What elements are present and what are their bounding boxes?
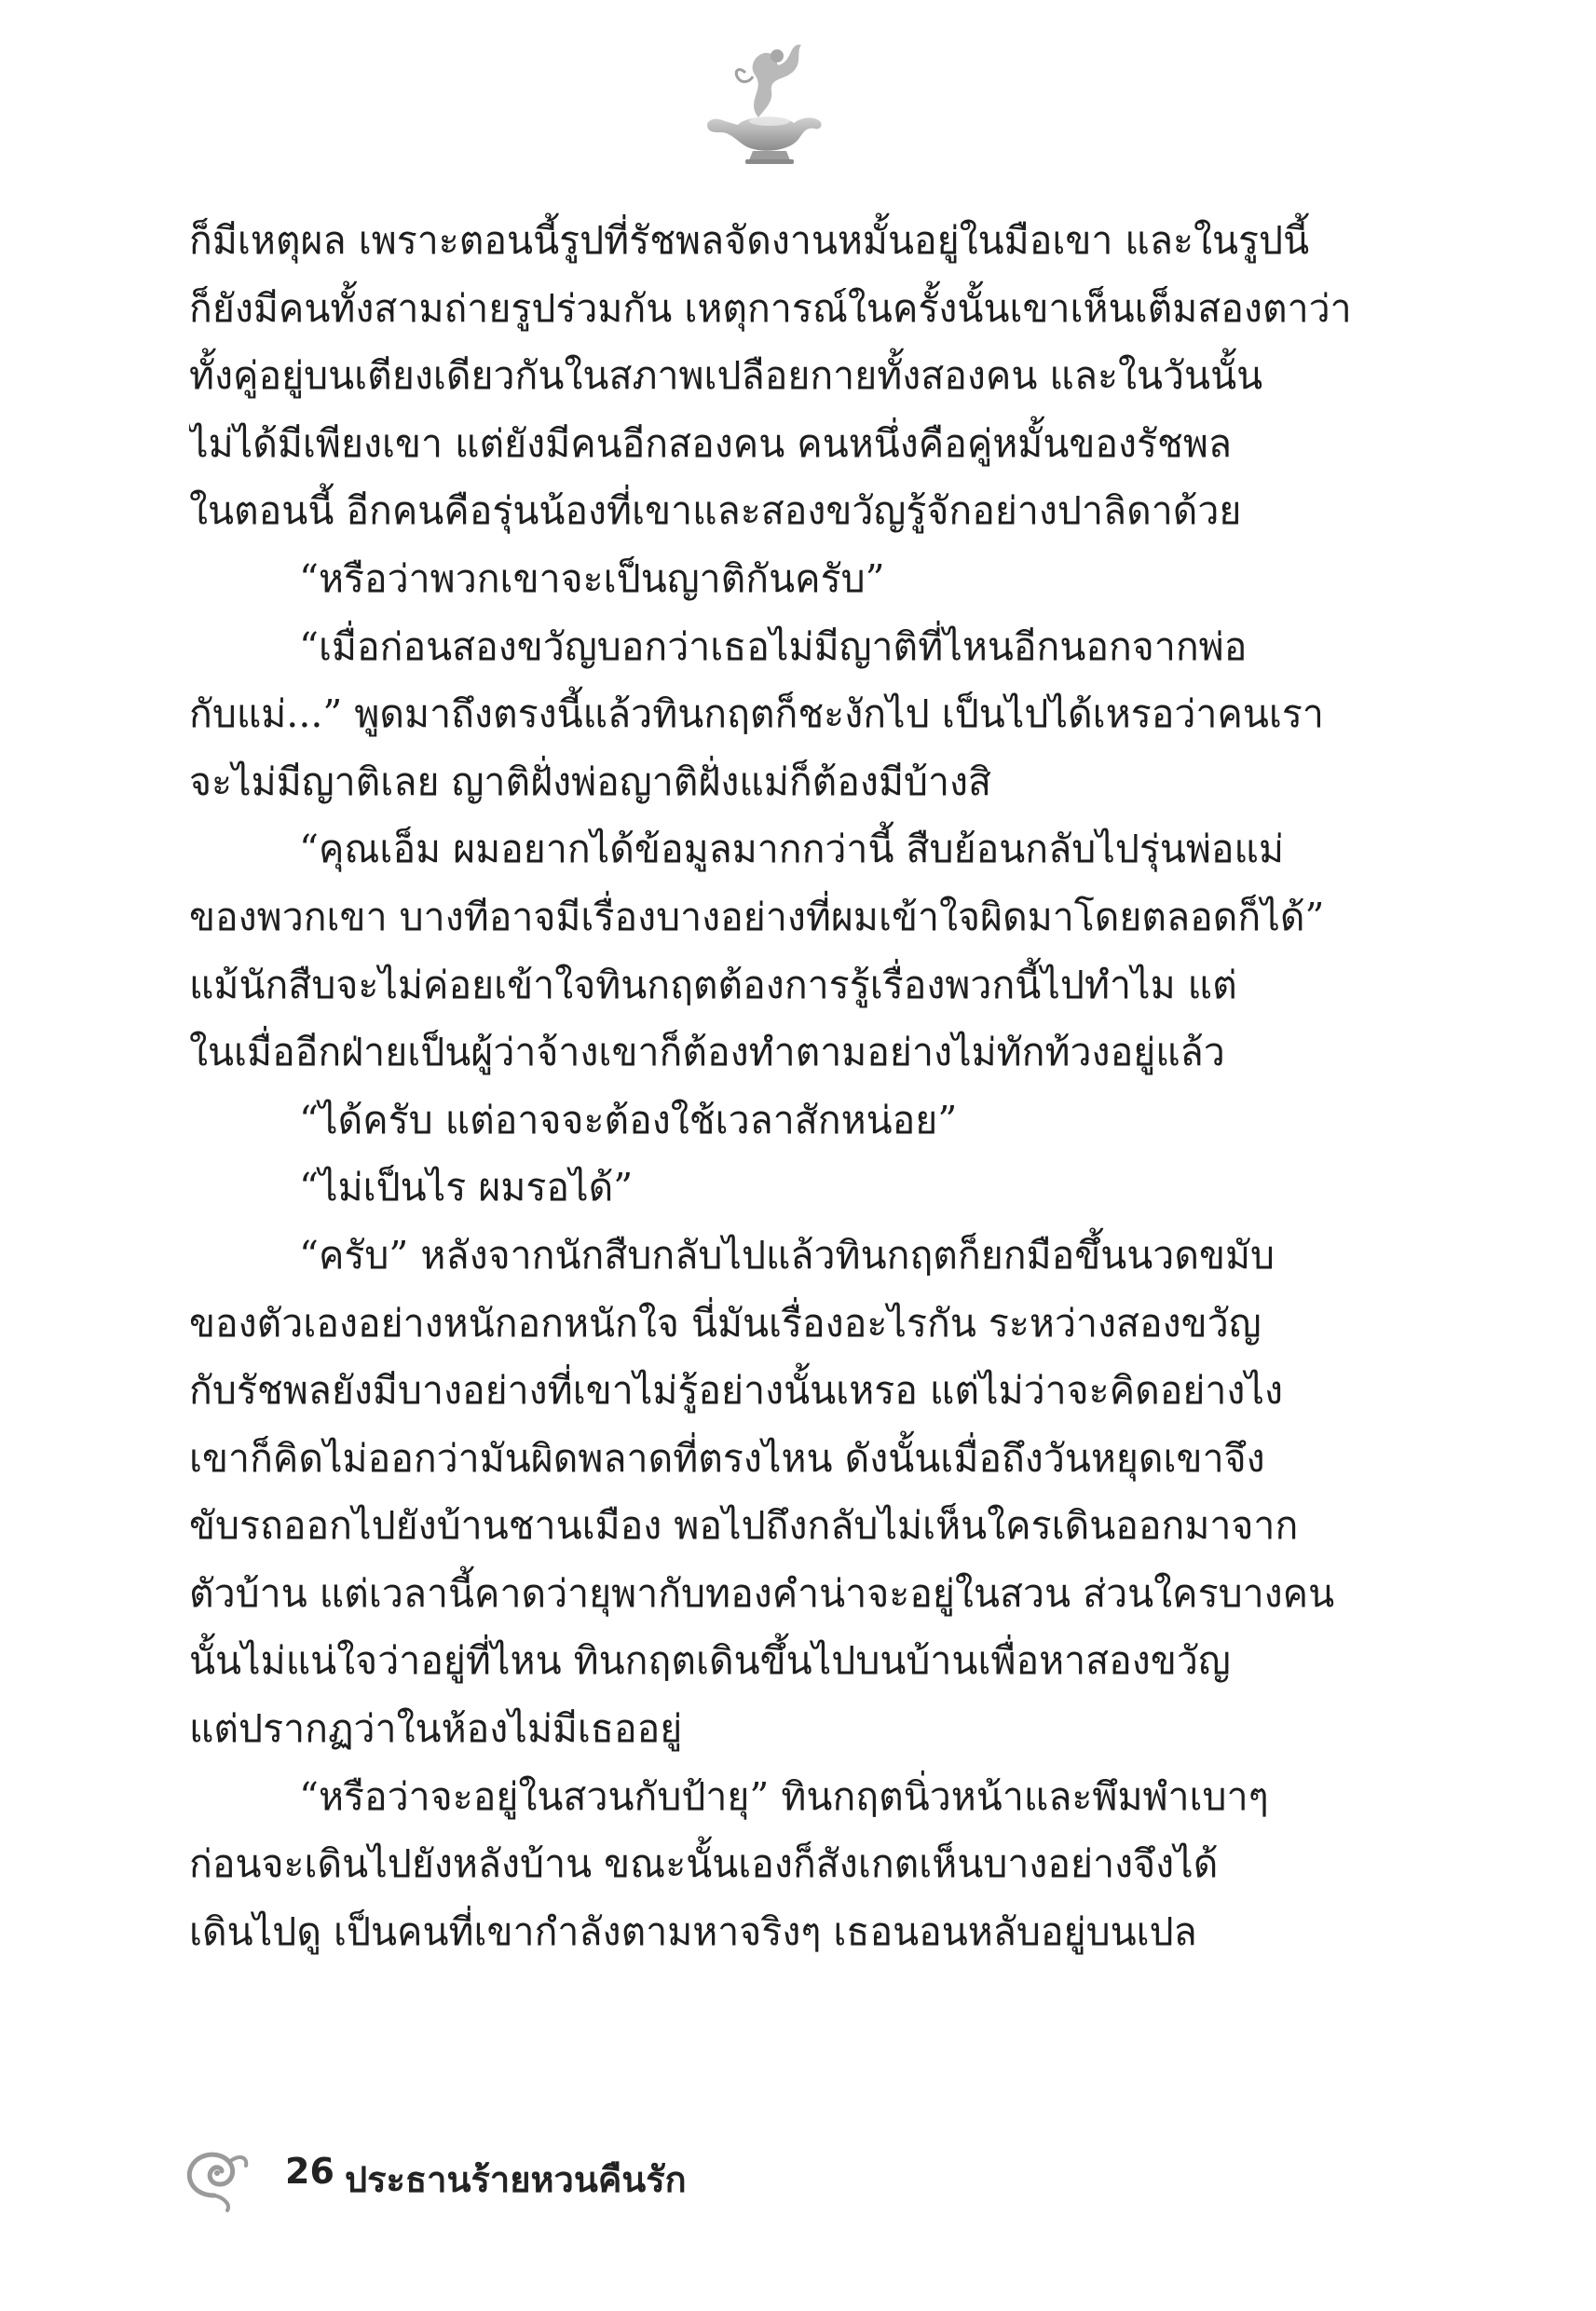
text-line: ของพวกเขา บางทีอาจมีเรื่องบางอย่างที่ผมเข้าใจผิดมาโดยตลอดก็ได้”	[189, 894, 1325, 939]
text-line: กับแม่...” พูดมาถึงตรงนี้แล้วทินกฤตก็ชะงักไป เป็นไปได้เหรอว่าคนเรา	[189, 691, 1324, 737]
text-line: ก็ยังมีคนทั้งสามถ่ายรูปร่วมกัน เหตุการณ์ในครั้งนั้นเขาเห็นเต็มสองตาว่า	[189, 285, 1352, 331]
body-text	[189, 207, 1410, 1965]
text-line: “คุณเอ็ม ผมอยากได้ข้อมูลมากกว่านี้ สืบย้อนกลับไปรุ่นพ่อแม่	[299, 827, 1285, 872]
text-line: “ได้ครับ แต่อาจจะต้องใช้เวลาสักหน่อย”	[299, 1097, 958, 1142]
text-line: ก็มีเหตุผล เพราะตอนนี้รูปที่รัชพลจัดงานหมั้นอยู่ในมือเขา และในรูปนี้	[189, 218, 1310, 263]
text-line: เขาก็คิดไม่ออกว่ามันผิดพลาดที่ตรงไหน ดังนั้นเมื่อถึงวันหยุดเขาจึง	[189, 1435, 1265, 1481]
text-line: ไม่ได้มีเพียงเขา แต่ยังมีคนอีกสองคน คนหนึ่งคือคู่หมั้นของรัชพล	[189, 420, 1233, 466]
text-line: ก่อนจะเดินไปยังหลังบ้าน ขณะนั้นเองก็สังเกตเห็นบางอย่างจึงได้	[189, 1841, 1219, 1887]
text-line: “ครับ” หลังจากนักสืบกลับไปแล้วทินกฤตก็ยกมือขึ้นนวดขมับ	[299, 1232, 1275, 1278]
text-line: แต่ปรากฏว่าในห้องไม่มีเธออยู่	[189, 1706, 683, 1752]
text-line: “หรือว่าพวกเขาจะเป็นญาติกันครับ”	[299, 555, 885, 601]
genie-lamp-icon	[680, 35, 839, 171]
text-line: นั้นไม่แน่ใจว่าอยู่ที่ไหน ทินกฤตเดินขึ้นไปบนบ้านเพื่อหาสองขวัญ	[189, 1638, 1231, 1684]
text-line: ในตอนนี้ อีกคนคือรุ่นน้องที่เขาและสองขวัญรู้จักอย่างปาลิดาด้วย	[189, 488, 1242, 534]
text-line: ในเมื่ออีกฝ่ายเป็นผู้ว่าจ้างเขาก็ต้องทำตามอย่างไม่ทักท้วงอยู่แล้ว	[189, 1030, 1225, 1075]
text-line: ทั้งคู่อยู่บนเตียงเดียวกันในสภาพเปลือยกายทั้งสองคน และในวันนั้น	[189, 353, 1263, 399]
text-line: ของตัวเองอย่างหนักอกหนักใจ นี่มันเรื่องอะไรกัน ระหว่างสองขวัญ	[189, 1300, 1262, 1346]
text-line: “ไม่เป็นไร ผมรอได้”	[299, 1165, 634, 1210]
text-line: แม้นักสืบจะไม่ค่อยเข้าใจทินกฤตต้องการรู้เรื่องพวกนี้ไปทำไม แต่	[189, 962, 1237, 1007]
page-footer	[177, 2134, 1016, 2218]
text-line: “หรือว่าจะอยู่ในสวนกับป้ายุ” ทินกฤตนิ่วหน้าและพึมพำเบาๆ	[299, 1773, 1269, 1819]
swirl-ornament-icon	[177, 2138, 253, 2212]
text-line: ขับรถออกไปยังบ้านชานเมือง พอไปถึงกลับไม่เห็นใครเดินออกมาจาก	[189, 1503, 1299, 1549]
text-line: จะไม่มีญาติเลย ญาติฝั่งพ่อญาติฝั่งแม่ก็ต้องมีบ้างสิ	[189, 759, 992, 804]
page-number: 26	[285, 2151, 334, 2192]
text-line: กับรัชพลยังมีบางอย่างที่เขาไม่รู้อย่างนั้นเหรอ แต่ไม่ว่าจะคิดอย่างไง	[189, 1368, 1284, 1414]
text-line: ตัวบ้าน แต่เวลานี้คาดว่ายุพากับทองคำน่าจะอยู่ในสวน ส่วนใครบางคน	[189, 1570, 1335, 1616]
text-line: เดินไปดู เป็นคนที่เขากำลังตามหาจริงๆ เธอนอนหลับอยู่บนเปล	[189, 1908, 1197, 1954]
book-title: ประธานร้ายหวนคืนรัก	[345, 2159, 687, 2200]
text-line: “เมื่อก่อนสองขวัญบอกว่าเธอไม่มีญาติที่ไหนอีกนอกจากพ่อ	[299, 623, 1248, 669]
